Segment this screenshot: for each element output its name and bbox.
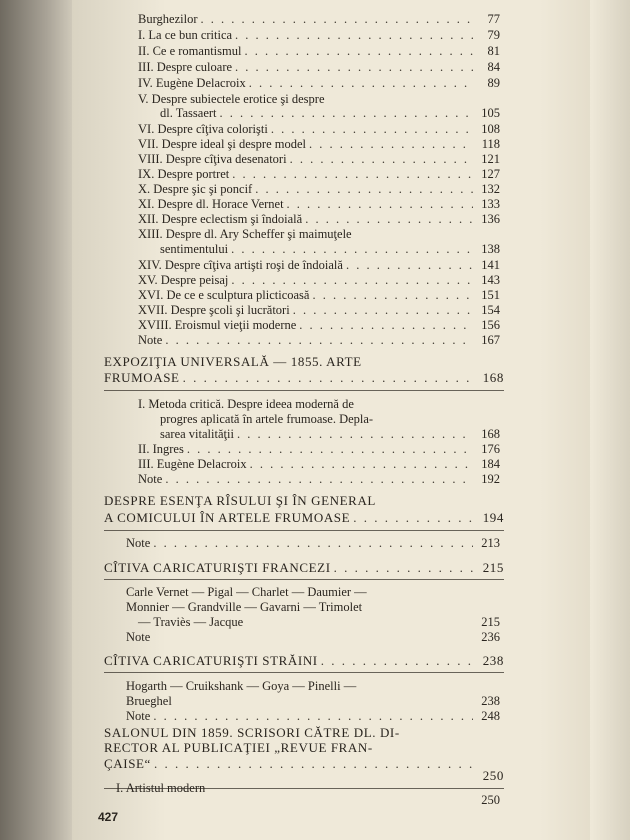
- section-heading: EXPOZIŢIA UNIVERSALĂ — 1855. ARTE: [104, 354, 362, 369]
- section-heading-row: A COMICULUI ÎN ARTELE FRUMOASE . . . 194: [104, 511, 504, 525]
- toc-entry: XII. Despre eclectism şi îndoială . . . 136: [138, 212, 500, 226]
- section-heading-row: ÇAISE“ . . . 250: [104, 757, 504, 771]
- toc-entry: II. Ingres . . . 176: [138, 442, 500, 456]
- toc-entry: XVII. Despre şcoli şi lucrători . . . 154: [138, 303, 500, 317]
- toc-entry-title: Monnier — Grandville — Gavarni — Trimolet: [126, 600, 363, 614]
- toc-entry-title: Hogarth — Cruikshank — Goya — Pinelli —: [126, 679, 357, 693]
- toc-entry-title: V. Despre subiectele erotice şi despre: [138, 92, 325, 106]
- section-divider: [104, 530, 504, 531]
- toc-entry: Burghezilor . . . 77: [138, 12, 500, 26]
- toc-entry: XVIII. Eroismul vieţii moderne . . . 156: [138, 318, 500, 332]
- section-heading-row: FRUMOASE . . . 168: [104, 371, 504, 385]
- toc-entry: XVI. De ce e sculptura plicticoasă . . . 151: [138, 288, 500, 302]
- toc-entry: II. Ce e romantismul . . . 81: [138, 44, 500, 58]
- toc-entry: dl. Tassaert . . . 105: [160, 106, 500, 120]
- toc-entry: VIII. Despre cîţiva desenatori . . . 121: [138, 152, 500, 166]
- toc-entry: IV. Eugène Delacroix . . . 89: [138, 76, 500, 90]
- toc-entry: Brueghel 238: [126, 694, 500, 708]
- section-heading-row: CÎTIVA CARICATURIŞTI FRANCEZI . . . 215: [104, 561, 504, 575]
- section-heading: SALONUL DIN 1859. SCRISORI CĂTRE DL. DI-: [104, 725, 400, 740]
- toc-entry: X. Despre şic şi poncif . . . 132: [138, 182, 500, 196]
- toc-entry-notes: Note . . . 213: [126, 536, 500, 550]
- toc-entry: XV. Despre peisaj . . . 143: [138, 273, 500, 287]
- page-number: 427: [98, 810, 119, 824]
- section-divider: [104, 390, 504, 391]
- section-heading: DESPRE ESENŢA RÎSULUI ŞI ÎN GENERAL: [104, 493, 376, 508]
- toc-entry: I. Artistul modern 250: [116, 781, 500, 807]
- toc-entry: VI. Despre cîţiva colorişti . . . 108: [138, 122, 500, 136]
- toc-entry: sarea vitalităţii . . . 168: [160, 427, 500, 441]
- section-divider: [104, 579, 504, 580]
- toc-entry: VII. Despre ideal şi despre model . . . 118: [138, 137, 500, 151]
- section-divider: [104, 672, 504, 673]
- section-heading-row: CÎTIVA CARICATURIŞTI STRĂINI . . . 238: [104, 654, 504, 668]
- toc-entry-notes: Note . . . 167: [138, 333, 500, 347]
- toc-entry-notes: Note 236: [126, 630, 500, 644]
- toc-entry: XIV. Despre cîţiva artişti roşi de îndoială . . . 141: [138, 258, 500, 272]
- section-heading: RECTOR AL PUBLICAŢIEI „REVUE FRAN-: [104, 740, 373, 755]
- toc-entry-title: XIII. Despre dl. Ary Scheffer şi maimuţele: [138, 227, 352, 241]
- toc-entry-notes: Note . . . 248: [126, 709, 500, 723]
- toc-entry: XI. Despre dl. Horace Vernet . . . 133: [138, 197, 500, 211]
- toc-entry: III. Eugène Delacroix . . . 184: [138, 457, 500, 471]
- toc-entry: — Traviès — Jacque 215: [138, 615, 500, 629]
- toc-entry: I. La ce bun critica . . . 79: [138, 28, 500, 42]
- toc-entry: IX. Despre portret . . . 127: [138, 167, 500, 181]
- toc-entry: III. Despre culoare . . . 84: [138, 60, 500, 74]
- toc-entry-title: I. Metoda critică. Despre ideea modernă de: [138, 397, 354, 411]
- toc-entry-title: progres aplicată în artele frumoase. Depla-: [160, 412, 374, 426]
- toc-entry-title: Carle Vernet — Pigal — Charlet — Daumier —: [126, 585, 367, 599]
- toc-entry-notes: Note . . . 192: [138, 472, 500, 486]
- toc-entry: sentimentului . . . 138: [160, 242, 500, 256]
